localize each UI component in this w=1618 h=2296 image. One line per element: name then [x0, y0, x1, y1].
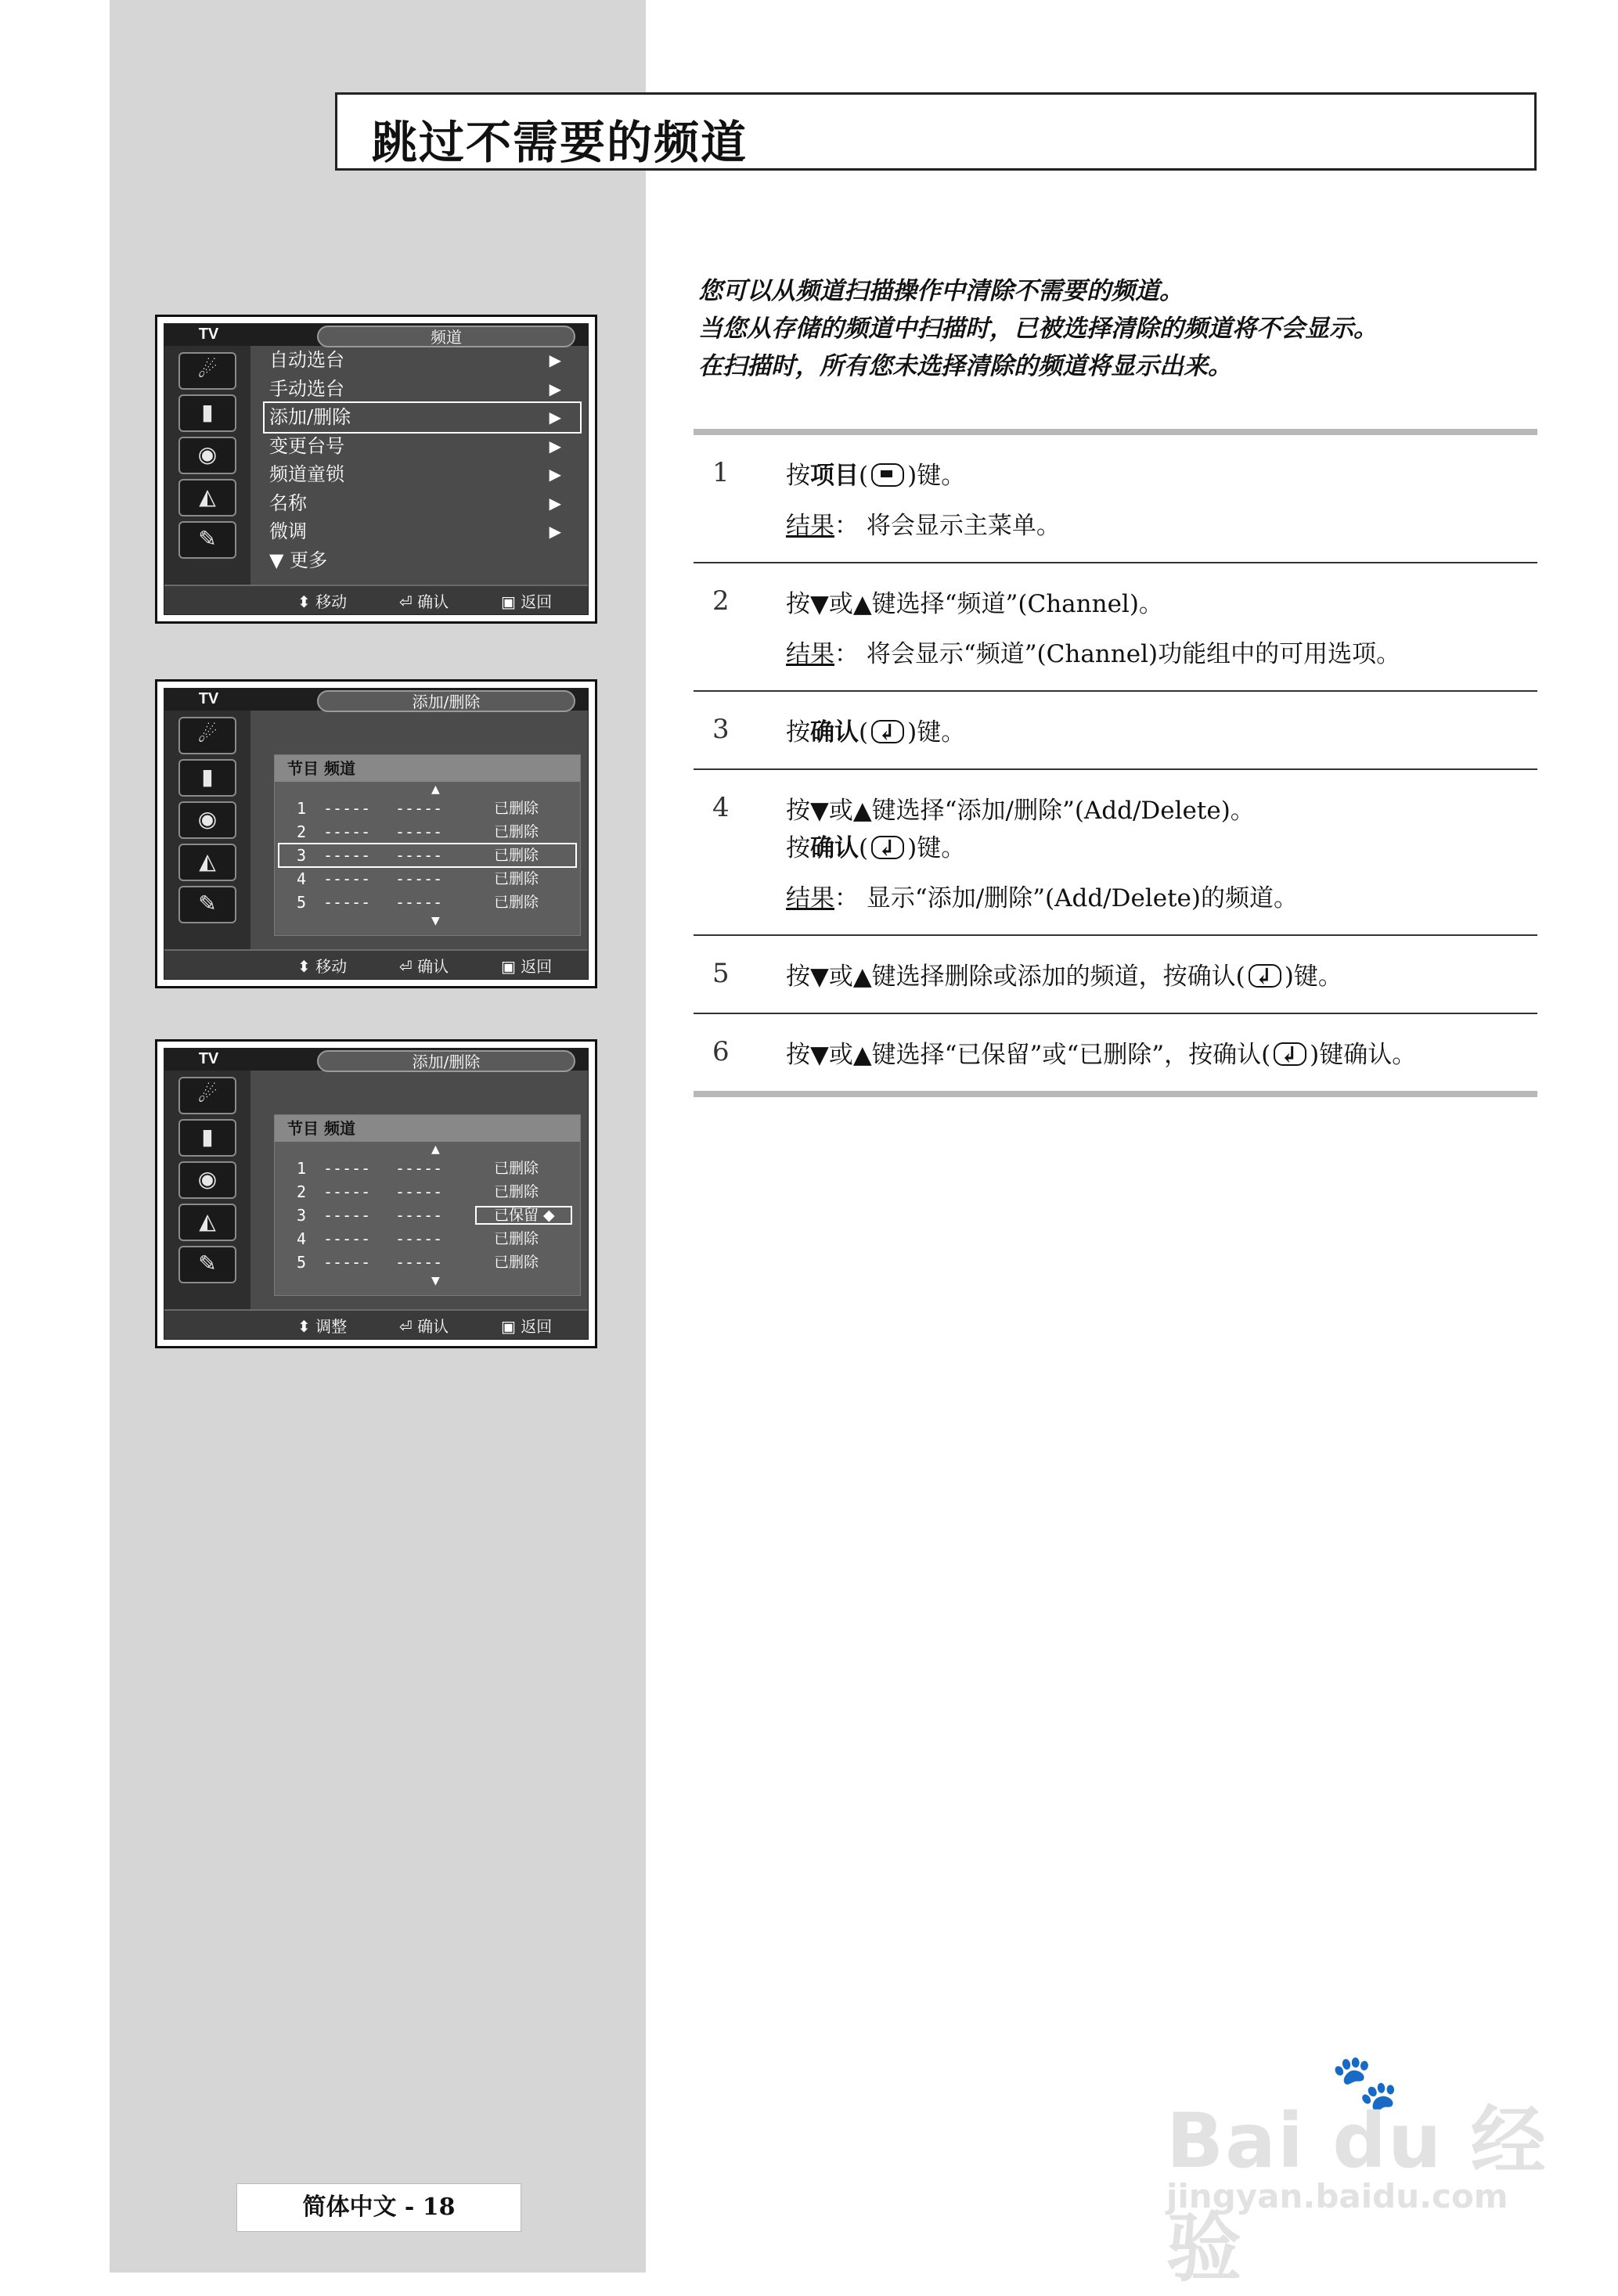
scroll-down-icon[interactable]: ▼: [431, 915, 440, 927]
setup-icon: ✎: [178, 1246, 236, 1283]
step-text: 按▼或▲键选择“已保留”或“已删除”，按确认(: [786, 1041, 1271, 1069]
step-4: 4 按▼或▲键选择“添加/删除”(Add/Delete)。 按确认(↲ )键。 结果： 显示“添加/删除”(Add/Delete)的频道。: [694, 770, 1537, 936]
tv-bottom-bar: [164, 585, 588, 614]
menu-item-fine-tune[interactable]: 微调 ▶: [269, 520, 561, 542]
adjust-hint: ⬍ 调整: [297, 1317, 348, 1336]
step-text: )键。: [907, 462, 966, 490]
intro-line-1: 您可以从频道扫描操作中清除不需要的频道。: [698, 277, 1184, 305]
channel-icon: ◭: [178, 479, 236, 516]
channel-row[interactable]: 5 ----- ----- 已删除: [297, 893, 539, 912]
channel-icon: ◭: [178, 1204, 236, 1241]
tv-sidebar: [164, 346, 250, 586]
menu-item-more[interactable]: ▼ 更多: [269, 549, 328, 571]
watermark-url: jingyan.baidu.com: [1166, 2177, 1508, 2215]
step-key: 项目: [810, 462, 859, 490]
menu-list: [265, 346, 580, 574]
menu-item-child-lock[interactable]: 频道童锁 ▶: [269, 463, 561, 485]
step-text: )键。: [907, 834, 966, 862]
picture-icon: ▮: [178, 1119, 236, 1157]
menu-item-name[interactable]: 名称 ▶: [269, 491, 561, 514]
intro-text: [698, 272, 1559, 385]
setup-icon: ✎: [178, 886, 236, 923]
menu-title: 添加/删除: [317, 1050, 575, 1072]
step-number: 1: [712, 457, 730, 488]
intro-line-3: 在扫描时，所有您未选择清除的频道将显示出来。: [698, 352, 1232, 380]
tv-screen-add-delete-adjust: [155, 1039, 597, 1348]
enter-icon: [1249, 964, 1281, 988]
result-label: 结果: [786, 640, 834, 668]
step-number: 5: [712, 958, 730, 989]
enter-icon: [871, 720, 904, 743]
step-number: 3: [712, 714, 730, 745]
tv-label: TV: [198, 326, 219, 343]
step-text: 按▼或▲键选择删除或添加的频道，按确认(: [786, 963, 1245, 991]
list-header: 节目 频道: [275, 755, 580, 782]
channel-row[interactable]: 2 ----- ----- 已删除: [297, 1182, 539, 1201]
list-header: 节目 频道: [275, 1115, 580, 1142]
step-text: )键确认。: [1310, 1041, 1417, 1069]
result-text: ： 显示“添加/删除”(Add/Delete)的频道。: [834, 884, 1298, 912]
step-key: 确认: [810, 718, 859, 747]
page-title: 跳过不需要的频道: [372, 116, 748, 169]
result-label: 结果: [786, 884, 834, 912]
step-6: [694, 1014, 1537, 1091]
channel-icon: ◭: [178, 844, 236, 881]
channel-row[interactable]: 4 ----- ----- 已删除: [297, 869, 539, 888]
menu-item-add-delete[interactable]: 添加/删除 ▶: [265, 403, 580, 432]
channel-list-panel: [274, 754, 581, 936]
tv-label: TV: [198, 690, 219, 707]
tv-screen-channel-menu: [155, 315, 597, 624]
intro-line-2: 当您从存储的频道中扫描时，已被选择清除的频道将不会显示。: [698, 315, 1378, 343]
antenna-icon: ☄: [178, 352, 236, 390]
tv-sidebar: [164, 711, 250, 951]
enter-icon: [1274, 1042, 1306, 1066]
step-text: )键。: [907, 718, 966, 747]
step-number: 4: [712, 792, 730, 823]
move-hint: ⬍ 移动: [297, 592, 348, 611]
sound-icon: ◉: [178, 801, 236, 839]
step-number: 6: [712, 1036, 730, 1067]
menu-item-manual-store[interactable]: 手动选台 ▶: [269, 377, 561, 400]
return-hint: ▣ 返回: [501, 957, 553, 976]
step-number: 2: [712, 585, 730, 617]
move-hint: ⬍ 移动: [297, 957, 348, 976]
baidu-watermark: [1151, 2050, 1589, 2292]
sound-icon: ◉: [178, 437, 236, 474]
channel-row[interactable]: 4 ----- ----- 已删除: [297, 1229, 539, 1248]
step-text: 按: [786, 462, 810, 490]
channel-row-adjusting[interactable]: 3 ----- ----- 已保留 ◆: [279, 1204, 575, 1226]
result-text: ： 将会显示“频道”(Channel)功能组中的可用选项。: [834, 640, 1401, 668]
scroll-up-icon[interactable]: ▲: [431, 1143, 440, 1156]
antenna-icon: ☄: [178, 1077, 236, 1114]
enter-hint: ⏎ 确认: [399, 1317, 449, 1336]
antenna-icon: ☄: [178, 717, 236, 754]
picture-icon: ▮: [178, 759, 236, 797]
steps-table: [694, 429, 1537, 1097]
step-text: )键。: [1284, 963, 1342, 991]
step-text: 按▼或▲键选择“频道”(Channel)。: [786, 590, 1163, 618]
enter-hint: ⏎ 确认: [399, 957, 449, 976]
return-hint: ▣ 返回: [501, 1317, 553, 1336]
scroll-down-icon[interactable]: ▼: [431, 1275, 440, 1287]
tv-bottom-bar: [164, 949, 588, 979]
channel-row[interactable]: 1 ----- ----- 已删除: [297, 1159, 539, 1178]
tv-sidebar: [164, 1071, 250, 1311]
step-1: 1 按项目( )键。 结果： 将会显示主菜单。: [694, 435, 1537, 563]
tv-label: TV: [198, 1050, 219, 1067]
channel-list-panel: [274, 1114, 581, 1296]
channel-row[interactable]: 2 ----- ----- 已删除: [297, 822, 539, 841]
watermark-brand: Bai du 经验: [1166, 2097, 1548, 2292]
channel-row[interactable]: 5 ----- ----- 已删除: [297, 1253, 539, 1272]
enter-hint: ⏎ 确认: [399, 592, 449, 611]
setup-icon: ✎: [178, 521, 236, 559]
picture-icon: ▮: [178, 394, 236, 432]
menu-title: 频道: [317, 326, 575, 347]
return-hint: ▣ 返回: [501, 592, 553, 611]
scroll-up-icon[interactable]: ▲: [431, 783, 440, 796]
result-text: ： 将会显示主菜单。: [834, 512, 1061, 540]
channel-row-selected[interactable]: 3 ----- ----- 已删除: [279, 844, 575, 866]
step-key: 确认: [810, 834, 859, 862]
menu-icon: [871, 463, 904, 487]
menu-item-auto-store[interactable]: 自动选台 ▶: [269, 349, 561, 371]
paw-logo-icon: 🐾: [1331, 2050, 1400, 2114]
page-title-box: [335, 92, 1537, 171]
menu-title: 添加/删除: [317, 690, 575, 712]
step-2: [694, 563, 1537, 692]
page-number-footer: 简体中文 - 18: [236, 2183, 521, 2232]
step-3: 3 按确认(↲ )键。: [694, 692, 1537, 770]
menu-item-sort[interactable]: 变更台号 ▶: [269, 434, 561, 457]
tv-screen-add-delete: [155, 679, 597, 988]
tv-bottom-bar: [164, 1309, 588, 1339]
sound-icon: ◉: [178, 1161, 236, 1199]
enter-icon: [871, 836, 904, 859]
step-text: 按: [786, 718, 810, 747]
step-5: [694, 936, 1537, 1014]
channel-row[interactable]: 1 ----- ----- 已删除: [297, 799, 539, 818]
result-label: 结果: [786, 512, 834, 540]
step-text: 按▼或▲键选择“添加/删除”(Add/Delete)。: [786, 797, 1255, 825]
step-text: 按: [786, 834, 810, 862]
